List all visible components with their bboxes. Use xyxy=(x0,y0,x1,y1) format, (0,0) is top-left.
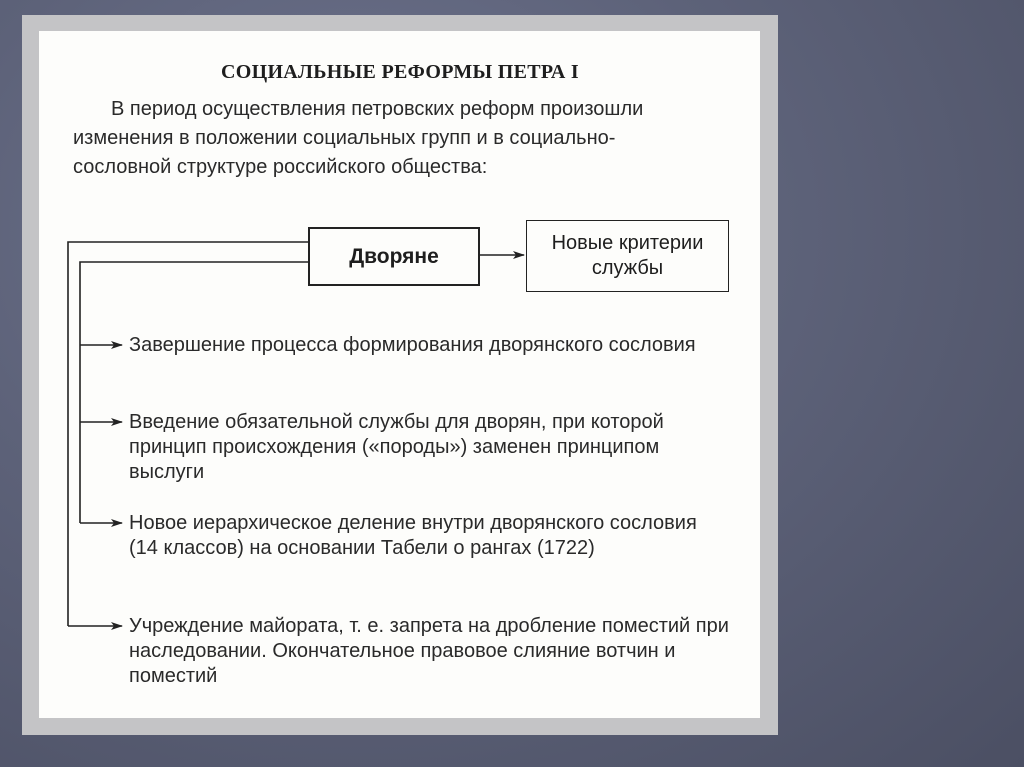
page-title: СОЦИАЛЬНЫЕ РЕФОРМЫ ПЕТРА I xyxy=(220,61,580,83)
nobles-box xyxy=(308,227,480,286)
list-item: Введение обязательной службы для дворян, при которой принцип происхождения («породы») заменен принципом выслуги xyxy=(129,411,664,483)
nobles-box-label: Дворяне xyxy=(349,244,439,268)
list-item: Новое иерархическое деление внутри дворянского сословия (14 классов) на основании Табели о рангах (1722) xyxy=(129,512,697,559)
list-item: Завершение процесса формирования дворянского сословия xyxy=(129,334,696,356)
criteria-box xyxy=(526,220,729,292)
intro-paragraph: В период осуществления петровских реформ произошли изменения в положении социальных групп и в социально-сословной структуре российского общества: xyxy=(73,98,644,178)
list-item: Учреждение майората, т. е. запрета на дробление поместий при наследовании. Окончательное правовое слияние вотчин и поместий xyxy=(129,615,729,687)
criteria-box-label: Новые критерии службы xyxy=(551,232,704,279)
